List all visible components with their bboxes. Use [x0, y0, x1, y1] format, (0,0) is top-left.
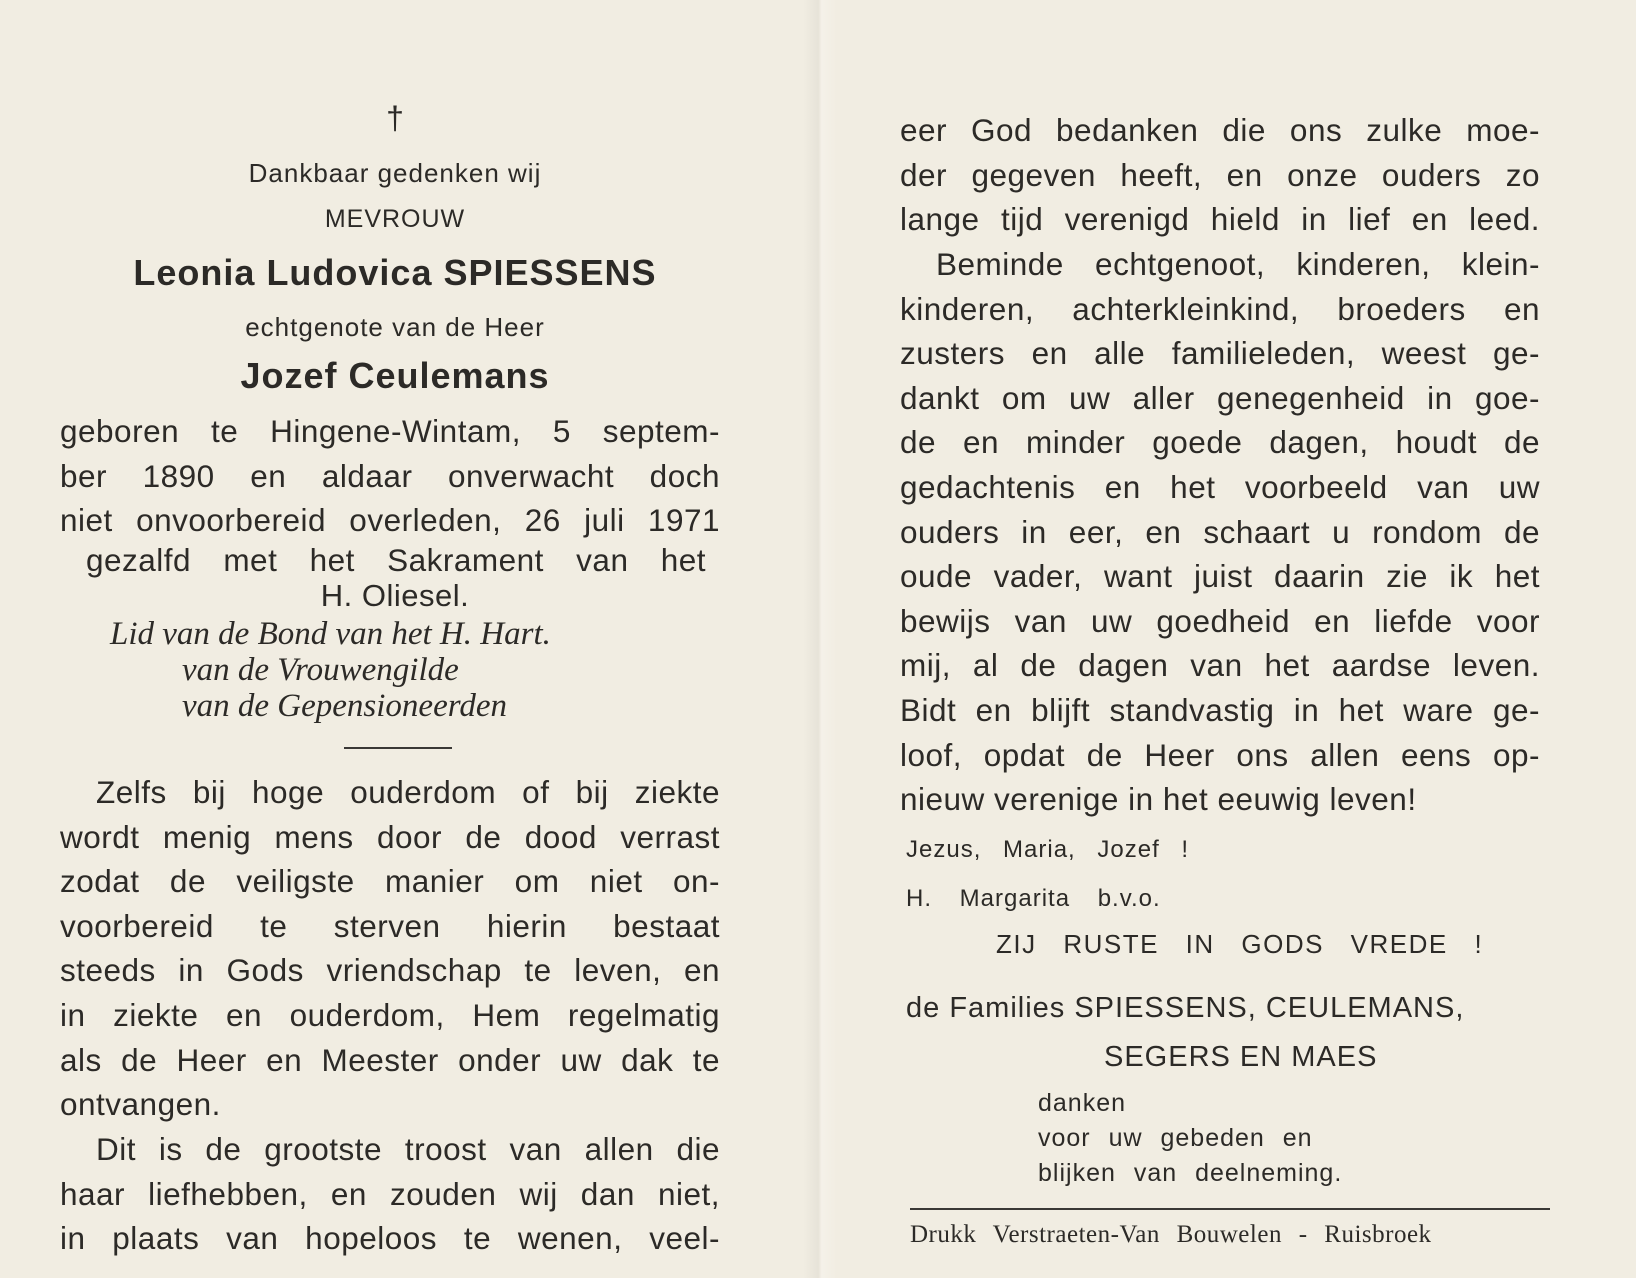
bio-text [60, 409, 720, 543]
spouse-intro: echtgenote van de Heer [245, 312, 545, 342]
paragraph-line: Zelfs bij hoge ouderdom of bij ziekte [96, 774, 720, 810]
thanks-line: blijken van deelneming. [1038, 1159, 1343, 1187]
paragraph-line: zodat de veiligste manier om niet on- [60, 863, 720, 900]
paragraph-line: in plaats van hopeloos te wenen, veel- [60, 1220, 720, 1257]
paragraph-line: als de Heer en Meester onder uw dak te [60, 1041, 720, 1078]
paragraph-line: oude vader, want juist daarin zie ik het [900, 558, 1540, 595]
honorific: MEVROUW [324, 205, 466, 233]
paragraph-line: wordt menig mens door de dood verrast [60, 818, 720, 855]
paragraph-line: nieuw verenige in het eeuwig leven! [900, 781, 1417, 818]
paragraph-line: loof, opdat de Heer ons allen eens op- [900, 736, 1540, 773]
paragraph-line: haar liefhebben, en zouden wij dan niet, [60, 1175, 720, 1212]
paragraph-line: Beminde echtgenoot, kinderen, klein- [936, 246, 1540, 282]
paragraph-line: kinderen, achterkleinkind, broeders en [900, 290, 1540, 327]
paragraph-line: ontvangen. [60, 1086, 221, 1123]
comfort-paragraph [60, 1127, 720, 1261]
families-line: de Families SPIESSENS, CEULEMANS, [906, 992, 1465, 1024]
bio-line: geboren te Hingene-Wintam, 5 septem- [60, 413, 720, 449]
sacrament-line-2: H. Oliesel. [320, 578, 470, 613]
paragraph-line: Bidt en blijft standvastig in het ware ge- [900, 691, 1540, 728]
prayer-line: Jezus, Maria, Jozef ! [906, 836, 1190, 863]
thanks-line: danken [1038, 1089, 1127, 1117]
spouse-name: Jozef Ceulemans [240, 355, 550, 396]
paragraph-line: lange tijd verenigd hield in lief en leed. [900, 201, 1540, 238]
paragraph-line: mij, al de dagen van het aardse leven. [900, 647, 1540, 684]
families-line-2: SEGERS EN MAES [1104, 1041, 1378, 1073]
paragraph-line: ouders in eer, en schaart u rondom de [900, 513, 1540, 550]
cross-icon: † [386, 100, 404, 136]
bio-line: ber 1890 en aldaar onverwacht doch [60, 457, 720, 494]
prayer-line-2: H. Margarita b.v.o. [906, 885, 1161, 912]
bio-line: niet onvoorbereid overleden, 26 juli 1971 [60, 502, 720, 539]
intro-text: Dankbaar gedenken wij [248, 158, 542, 188]
thanks-paragraph [900, 108, 1540, 242]
membership-line: van de Vrouwengilde [182, 652, 459, 688]
paragraph-line: bewijs van uw goedheid en liefde voor [900, 602, 1540, 639]
paragraph-line: voorbereid te sterven hierin bestaat [60, 907, 720, 944]
thanks-line: voor uw gebeden en [1038, 1124, 1313, 1152]
paragraph-line: steeds in Gods vriendschap te leven, en [60, 952, 720, 989]
paragraph-line: der gegeven heeft, en onze ouders zo [900, 156, 1540, 193]
paragraph-line: de en minder goede dagen, houdt de [900, 424, 1540, 461]
footer-divider [910, 1208, 1550, 1210]
card-fold [803, 0, 837, 1278]
paragraph-line: in ziekte en ouderdom, Hem regelmatig [60, 996, 720, 1033]
paragraph-line: zusters en alle familieleden, weest ge- [900, 335, 1540, 372]
membership-line: Lid van de Bond van het H. Hart. [110, 616, 551, 652]
paragraph-line: eer God bedanken die ons zulke moe- [900, 112, 1540, 148]
farewell-paragraph [900, 242, 1540, 822]
membership-line: van de Gepensioneerden [182, 688, 507, 724]
reflection-paragraph [60, 770, 720, 1127]
section-divider [344, 747, 452, 749]
paragraph-line: dankt om uw aller genegenheid in goe- [900, 379, 1540, 416]
rest-in-peace: ZIJ RUSTE IN GODS VREDE ! [996, 929, 1484, 959]
printer-credit: Drukk Verstraeten-Van Bouwelen - Ruisbroek [910, 1221, 1432, 1248]
sacrament-line: gezalfd met het Sakrament van het [86, 542, 706, 578]
paragraph-line: Dit is de grootste troost van allen die [96, 1131, 720, 1167]
deceased-name: Leonia Ludovica SPIESSENS [133, 252, 657, 293]
paragraph-line: gedachtenis en het voorbeeld van uw [900, 468, 1540, 505]
